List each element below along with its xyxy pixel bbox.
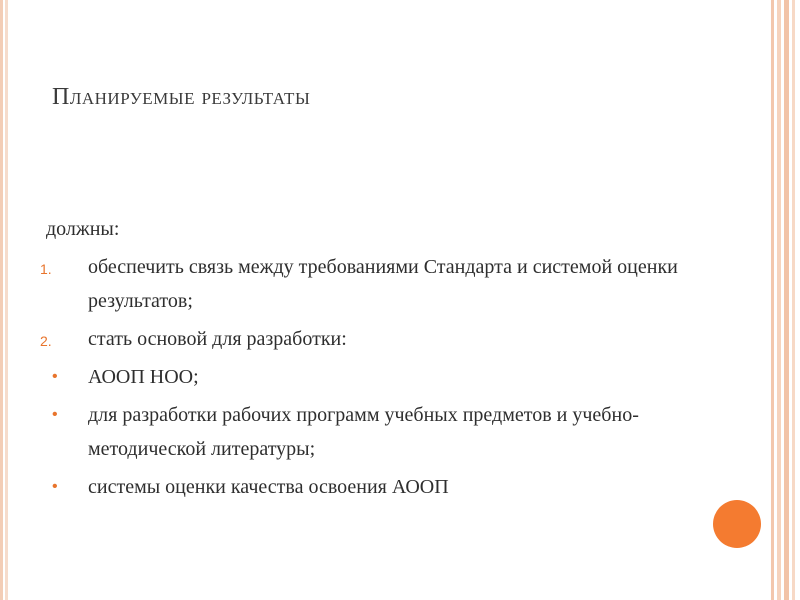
- intro-text: должны:: [46, 218, 120, 240]
- list-item: [40, 250, 700, 318]
- list-item: [40, 360, 700, 394]
- bullet-icon: •: [52, 368, 58, 385]
- slide-content: [40, 212, 700, 504]
- left-border-decoration: [0, 0, 10, 600]
- slide-title: Планируемые результаты: [52, 84, 311, 110]
- list-item: [40, 322, 700, 356]
- list-item-text: системы оценки качества освоения АООП: [88, 476, 449, 498]
- bullet-icon: •: [52, 478, 58, 495]
- list-item: [40, 470, 700, 504]
- bullet-icon: •: [52, 406, 58, 423]
- list-number: 1.: [40, 261, 52, 277]
- list-item-text: АООП НОО;: [88, 366, 199, 388]
- list-item-text: обеспечить связь между требованиями Стандарта и системой оценки результатов;: [88, 256, 678, 312]
- right-border-decoration: [765, 0, 800, 600]
- list-item-text: для разработки рабочих программ учебных предметов и учебно-методической литературы;: [88, 404, 639, 460]
- orange-circle-decoration: [713, 500, 761, 548]
- list-number: 2.: [40, 333, 52, 349]
- list-item: [40, 398, 700, 466]
- list-item-text: стать основой для разработки:: [88, 328, 347, 350]
